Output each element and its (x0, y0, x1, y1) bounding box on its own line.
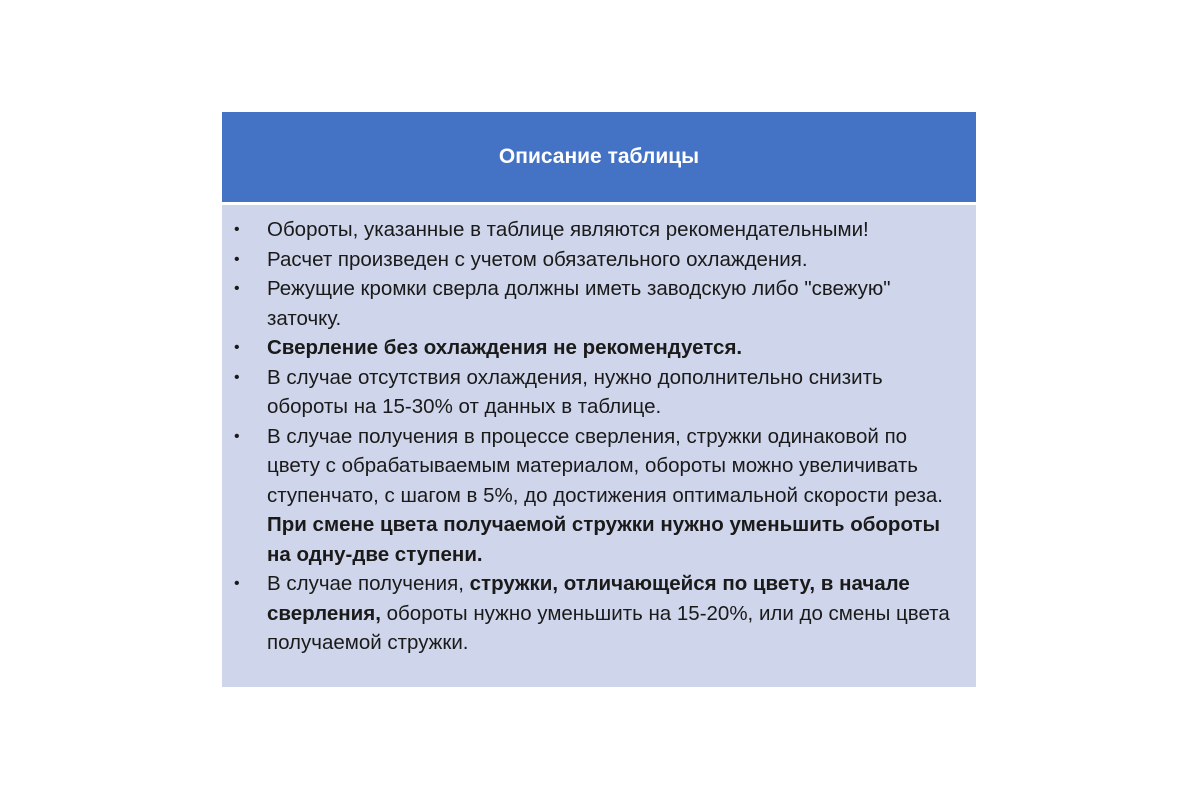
bullet-dot-icon: • (234, 427, 240, 445)
list-item (234, 422, 954, 570)
card-header (222, 112, 976, 205)
list-item (234, 274, 954, 333)
note-text: Расчет произведен с учетом обязательного охлаждения. (267, 247, 808, 271)
bullet-dot-icon: • (234, 250, 240, 268)
note-bold-text: При смене цвета получаемой стружки нужно уменьшить обороты на одну-две ступени. (267, 513, 940, 566)
note-text: Режущие кромки сверла должны иметь заводскую либо "свежую" заточку. (267, 277, 891, 330)
bullet-dot-icon: • (234, 339, 240, 356)
list-item (234, 333, 954, 363)
bullet-dot-icon: • (234, 368, 240, 386)
list-item (234, 363, 954, 422)
note-bold-text: стружки, отличающейся по цвету, в начале сверления, (267, 572, 910, 625)
note-text: В случае отсутствия охлаждения, нужно дополнительно снизить обороты на 15-30% от данных в таблице. (267, 365, 883, 418)
bullet-dot-icon: • (234, 221, 240, 238)
card-title: Описание таблицы (498, 145, 700, 168)
note-text: В случае получения, (267, 572, 470, 595)
note-bold-text: Сверление без охлаждения не рекомендуется. (267, 336, 743, 359)
card-body (222, 205, 976, 658)
note-text: обороты нужно уменьшить на 15-20%, или до смены цвета получаемой стружки. (267, 601, 950, 654)
notes-list (234, 215, 954, 658)
description-card (222, 112, 976, 687)
list-item (234, 245, 954, 275)
list-item (234, 215, 954, 245)
note-text: В случае получения в процессе сверления, стружки одинаковой по цвету с обрабатываемым материалом, обороты можно увеличивать ступенчато, с шагом в 5%, до достижения оптимальной скорости реза. (267, 424, 943, 507)
bullet-dot-icon: • (234, 280, 240, 297)
list-item (234, 569, 954, 658)
bullet-dot-icon: • (234, 575, 240, 592)
note-text: Обороты, указанные в таблице являются рекомендательными! (267, 218, 869, 241)
